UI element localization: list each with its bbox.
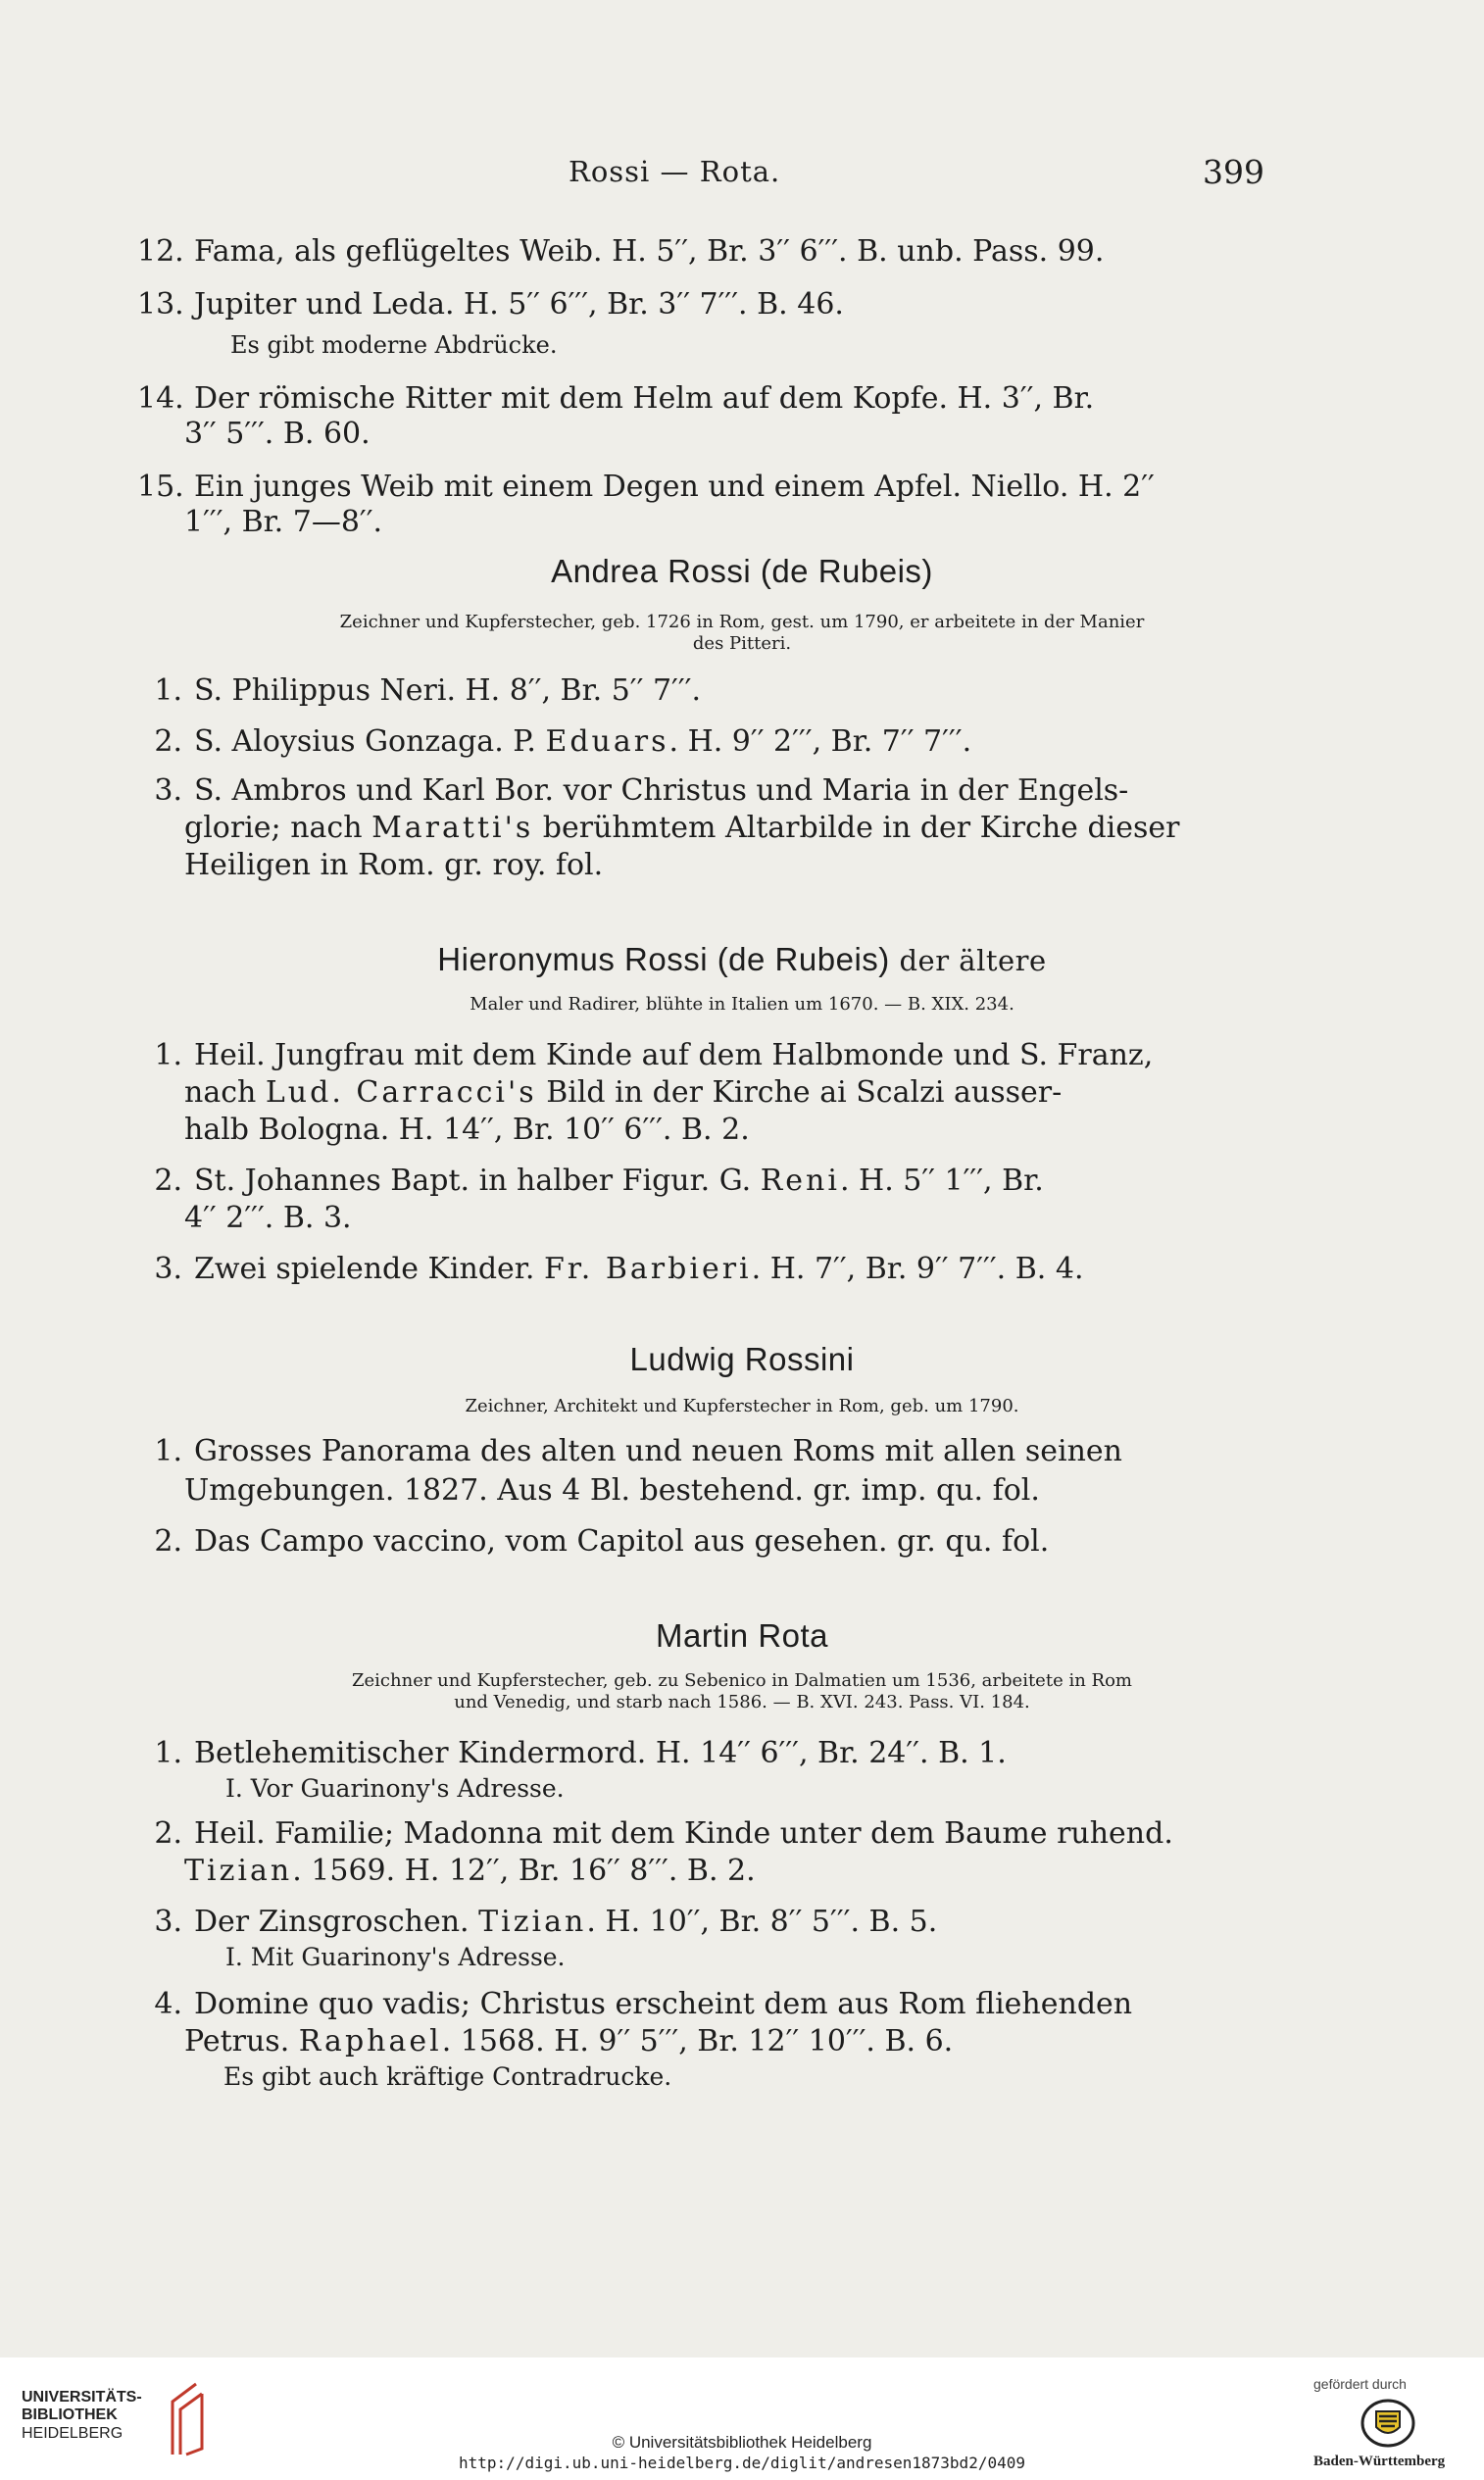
- item-note: I. Mit Guarinony's Adresse.: [225, 1943, 566, 1971]
- item-note: Es gibt auch kräftige Contradrucke.: [223, 2062, 672, 2091]
- section-bio: Zeichner, Architekt und Kupferstecher in Rom, geb. um 1790.: [465, 1396, 1019, 1416]
- item-note: I. Vor Guarinony's Adresse.: [225, 1774, 565, 1803]
- section-heading: Andrea Rossi (de Rubeis): [551, 553, 933, 589]
- section-bio: und Venedig, und starb nach 1586. — B. XVI. 243. Pass. VI. 184.: [454, 1692, 1030, 1712]
- list-item-continuation: halb Bologna. H. 14′′, Br. 10′′ 6′′′. B. 2.: [184, 1113, 750, 1147]
- library-logo-text: UNIVERSITÄTS- BIBLIOTHEK HEIDELBERG: [22, 2389, 142, 2442]
- list-item: 13. Jupiter und Leda. H. 5′′ 6′′′, Br. 3′′ 7′′′. B. 46.: [137, 287, 844, 322]
- state-crest-icon: [1360, 2398, 1415, 2449]
- header-title: Rossi — Rota.: [569, 155, 781, 188]
- item-note: Es gibt moderne Abdrücke.: [230, 331, 558, 359]
- list-item: 1. Heil. Jungfrau mit dem Kinde auf dem Halbmonde und S. Franz,: [154, 1038, 1154, 1072]
- list-item: 3. S. Ambros und Karl Bor. vor Christus und Maria in der Engels-: [154, 773, 1129, 808]
- section-bio: Zeichner und Kupferstecher, geb. zu Sebenico in Dalmatien um 1536, arbeitete in Rom: [352, 1670, 1132, 1691]
- section-heading: Hieronymus Rossi (de Rubeis) der ältere: [437, 941, 1047, 977]
- section-heading: Ludwig Rossini: [629, 1341, 855, 1377]
- list-item: 3. Zwei spielende Kinder. Fr. Barbieri. H. 7′′, Br. 9′′ 7′′′. B. 4.: [154, 1252, 1084, 1286]
- list-item: 2. Das Campo vaccino, vom Capitol aus gesehen. gr. qu. fol.: [154, 1524, 1050, 1559]
- page-number: 399: [1203, 153, 1264, 191]
- copyright-notice: © Universitätsbibliothek Heidelberg: [612, 2433, 872, 2452]
- list-item: 2. Heil. Familie; Madonna mit dem Kinde unter dem Baume ruhend.: [154, 1816, 1173, 1851]
- list-item-continuation: 1′′′, Br. 7—8′′.: [184, 505, 383, 539]
- list-item: 1. Grosses Panorama des alten und neuen Roms mit allen seinen: [154, 1434, 1122, 1468]
- list-item-continuation: 3′′ 5′′′. B. 60.: [184, 417, 371, 451]
- list-item: 1. S. Philippus Neri. H. 8′′, Br. 5′′ 7′′′.: [154, 673, 702, 708]
- section-bio: des Pitteri.: [692, 633, 792, 654]
- list-item-continuation: nach Lud. Carracci's Bild in der Kirche ai Scalzi ausser-: [184, 1075, 1063, 1110]
- list-item: 1. Betlehemitischer Kindermord. H. 14′′ 6′′′, Br. 24′′. B. 1.: [154, 1736, 1007, 1770]
- list-item: 15. Ein junges Weib mit einem Degen und einem Apfel. Niello. H. 2′′: [137, 470, 1155, 504]
- list-item: 4. Domine quo vadis; Christus erscheint dem aus Rom fliehenden: [154, 1987, 1133, 2021]
- list-item: 2. St. Johannes Bapt. in halber Figur. G. Reni. H. 5′′ 1′′′, Br.: [154, 1164, 1044, 1198]
- running-header: [137, 155, 1264, 204]
- section-heading: Martin Rota: [655, 1617, 829, 1654]
- list-item: 2. S. Aloysius Gonzaga. P. Eduars. H. 9′′ 2′′′, Br. 7′′ 7′′′.: [154, 724, 972, 759]
- list-item-continuation: glorie; nach Maratti's berühmtem Altarbilde in der Kirche dieser: [184, 811, 1180, 845]
- list-item-continuation: Tizian. 1569. H. 12′′, Br. 16′′ 8′′′. B. 2.: [184, 1854, 756, 1888]
- list-item-continuation: Heiligen in Rom. gr. roy. fol.: [184, 848, 604, 882]
- list-item-continuation: 4′′ 2′′′. B. 3.: [184, 1201, 352, 1235]
- state-name: Baden-Württemberg: [1313, 2454, 1446, 2469]
- permalink[interactable]: http://digi.ub.uni-heidelberg.de/diglit/andresen1873bd2/0409: [459, 2454, 1025, 2472]
- list-item-continuation: Umgebungen. 1827. Aus 4 Bl. bestehend. gr. imp. qu. fol.: [184, 1473, 1040, 1508]
- list-item: 14. Der römische Ritter mit dem Helm auf dem Kopfe. H. 3′′, Br.: [137, 381, 1095, 416]
- list-item: 12. Fama, als geflügeltes Weib. H. 5′′, Br. 3′′ 6′′′. B. unb. Pass. 99.: [137, 234, 1105, 269]
- funded-by-label: gefördert durch: [1313, 2376, 1407, 2392]
- list-item: 3. Der Zinsgroschen. Tizian. H. 10′′, Br. 8′′ 5′′′. B. 5.: [154, 1905, 938, 1939]
- section-bio: Zeichner und Kupferstecher, geb. 1726 in Rom, gest. um 1790, er arbeitete in der Manier: [339, 612, 1145, 632]
- section-bio: Maler und Radirer, blühte in Italien um 1670. — B. XIX. 234.: [470, 994, 1014, 1015]
- list-item-continuation: Petrus. Raphael. 1568. H. 9′′ 5′′′, Br. 12′′ 10′′′. B. 6.: [184, 2024, 954, 2058]
